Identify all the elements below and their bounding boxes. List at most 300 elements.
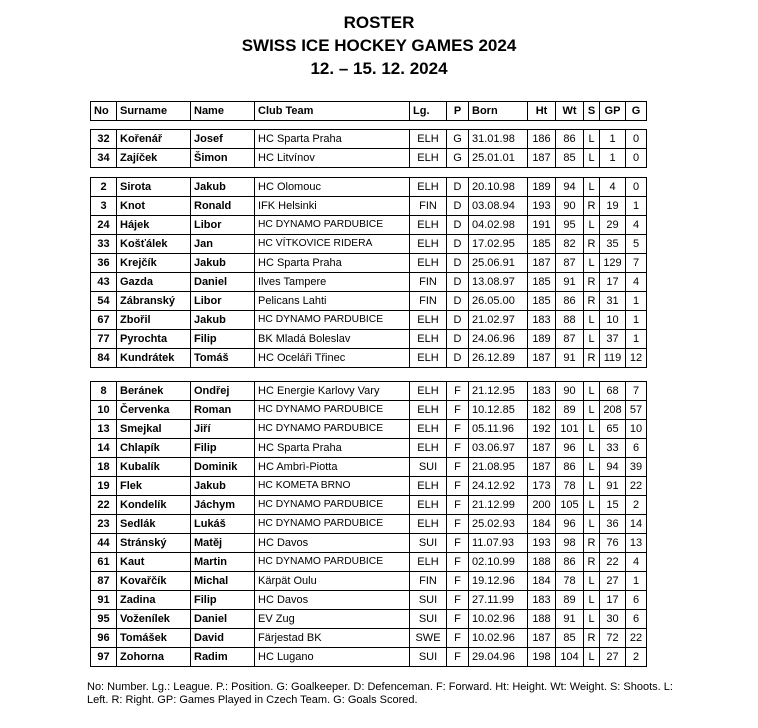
cell-surname: Kaut [117, 553, 191, 572]
cell-name: Lukáš [191, 515, 255, 534]
cell-position: F [447, 610, 469, 629]
cell-club: BK Mladá Boleslav [255, 330, 410, 349]
player-row [91, 401, 647, 420]
cell-club: HC DYNAMO PARDUBICE [255, 401, 410, 420]
col-header-shoots: S [584, 102, 600, 121]
cell-league: FIN [410, 572, 447, 591]
cell-gp: 1 [600, 130, 626, 149]
cell-league: FIN [410, 273, 447, 292]
cell-goals: 0 [626, 149, 647, 168]
cell-weight: 104 [556, 648, 584, 667]
cell-surname: Beránek [117, 382, 191, 401]
cell-name: Libor [191, 216, 255, 235]
cell-surname: Zajíček [117, 149, 191, 168]
cell-height: 189 [528, 330, 556, 349]
cell-club: Pelicans Lahti [255, 292, 410, 311]
cell-born: 17.02.95 [469, 235, 528, 254]
cell-born: 25.01.01 [469, 149, 528, 168]
player-row [91, 534, 647, 553]
cell-position: F [447, 553, 469, 572]
cell-born: 21.12.95 [469, 382, 528, 401]
cell-shoots: L [584, 178, 600, 197]
cell-league: SWE [410, 629, 447, 648]
event-dates: 12. – 15. 12. 2024 [310, 59, 448, 78]
cell-height: 186 [528, 130, 556, 149]
cell-position: F [447, 401, 469, 420]
cell-number: 8 [91, 382, 117, 401]
cell-gp: 27 [600, 648, 626, 667]
forwards-table [90, 381, 647, 667]
cell-surname: Sedlák [117, 515, 191, 534]
cell-born: 21.12.99 [469, 496, 528, 515]
cell-name: Libor [191, 292, 255, 311]
cell-goals: 2 [626, 648, 647, 667]
cell-number: 10 [91, 401, 117, 420]
cell-surname: Zábranský [117, 292, 191, 311]
cell-height: 200 [528, 496, 556, 515]
cell-club: Ilves Tampere [255, 273, 410, 292]
cell-goals: 0 [626, 130, 647, 149]
cell-gp: 208 [600, 401, 626, 420]
cell-number: 14 [91, 439, 117, 458]
cell-name: Filip [191, 330, 255, 349]
cell-surname: Kovařčík [117, 572, 191, 591]
cell-name: Matěj [191, 534, 255, 553]
cell-number: 54 [91, 292, 117, 311]
player-row [91, 149, 647, 168]
cell-number: 24 [91, 216, 117, 235]
player-row [91, 477, 647, 496]
cell-position: D [447, 311, 469, 330]
cell-goals: 13 [626, 534, 647, 553]
player-row [91, 330, 647, 349]
cell-surname: Kořenář [117, 130, 191, 149]
cell-league: ELH [410, 477, 447, 496]
cell-club: HC DYNAMO PARDUBICE [255, 553, 410, 572]
col-header-name: Name [191, 102, 255, 121]
cell-league: ELH [410, 439, 447, 458]
event-title: SWISS ICE HOCKEY GAMES 2024 [241, 36, 517, 55]
cell-height: 185 [528, 235, 556, 254]
col-header-position: P [447, 102, 469, 121]
cell-position: F [447, 477, 469, 496]
cell-weight: 86 [556, 130, 584, 149]
cell-gp: 76 [600, 534, 626, 553]
roster-title: ROSTER [343, 13, 415, 32]
cell-born: 03.06.97 [469, 439, 528, 458]
cell-born: 20.10.98 [469, 178, 528, 197]
cell-height: 182 [528, 401, 556, 420]
cell-height: 187 [528, 149, 556, 168]
cell-goals: 2 [626, 496, 647, 515]
cell-goals: 1 [626, 572, 647, 591]
cell-goals: 1 [626, 311, 647, 330]
cell-height: 193 [528, 534, 556, 553]
cell-surname: Chlapík [117, 439, 191, 458]
cell-gp: 119 [600, 349, 626, 368]
cell-number: 96 [91, 629, 117, 648]
cell-position: F [447, 572, 469, 591]
cell-weight: 91 [556, 273, 584, 292]
cell-club: IFK Helsinki [255, 197, 410, 216]
cell-name: Filip [191, 439, 255, 458]
cell-weight: 86 [556, 553, 584, 572]
cell-league: ELH [410, 330, 447, 349]
cell-goals: 1 [626, 330, 647, 349]
cell-surname: Hájek [117, 216, 191, 235]
cell-height: 188 [528, 553, 556, 572]
cell-gp: 33 [600, 439, 626, 458]
player-row [91, 197, 647, 216]
cell-shoots: R [584, 534, 600, 553]
cell-goals: 14 [626, 515, 647, 534]
cell-height: 188 [528, 610, 556, 629]
cell-league: ELH [410, 553, 447, 572]
cell-league: ELH [410, 178, 447, 197]
player-row [91, 553, 647, 572]
cell-number: 84 [91, 349, 117, 368]
cell-position: F [447, 534, 469, 553]
cell-gp: 68 [600, 382, 626, 401]
cell-goals: 39 [626, 458, 647, 477]
cell-club: HC Sparta Praha [255, 439, 410, 458]
cell-goals: 5 [626, 235, 647, 254]
cell-shoots: L [584, 130, 600, 149]
cell-shoots: L [584, 330, 600, 349]
roster-header-table [90, 101, 647, 121]
cell-weight: 85 [556, 149, 584, 168]
cell-born: 02.10.99 [469, 553, 528, 572]
cell-gp: 94 [600, 458, 626, 477]
cell-number: 23 [91, 515, 117, 534]
cell-surname: Gazda [117, 273, 191, 292]
cell-weight: 89 [556, 591, 584, 610]
cell-position: F [447, 439, 469, 458]
cell-league: ELH [410, 235, 447, 254]
cell-club: HC DYNAMO PARDUBICE [255, 515, 410, 534]
cell-height: 187 [528, 349, 556, 368]
cell-name: Josef [191, 130, 255, 149]
defencemen-table [90, 177, 647, 368]
cell-born: 25.06.91 [469, 254, 528, 273]
cell-surname: Kondelík [117, 496, 191, 515]
cell-born: 10.12.85 [469, 401, 528, 420]
player-row [91, 273, 647, 292]
cell-weight: 91 [556, 610, 584, 629]
col-header-height: Ht [528, 102, 556, 121]
cell-gp: 27 [600, 572, 626, 591]
cell-shoots: L [584, 216, 600, 235]
cell-weight: 98 [556, 534, 584, 553]
cell-number: 97 [91, 648, 117, 667]
cell-name: Martin [191, 553, 255, 572]
col-header-gp: GP [600, 102, 626, 121]
cell-gp: 4 [600, 178, 626, 197]
cell-surname: Pyrochta [117, 330, 191, 349]
cell-surname: Zohorna [117, 648, 191, 667]
cell-number: 33 [91, 235, 117, 254]
cell-league: SUI [410, 534, 447, 553]
cell-shoots: R [584, 235, 600, 254]
cell-goals: 12 [626, 349, 647, 368]
cell-number: 22 [91, 496, 117, 515]
cell-position: F [447, 496, 469, 515]
cell-height: 189 [528, 178, 556, 197]
cell-shoots: L [584, 439, 600, 458]
cell-gp: 91 [600, 477, 626, 496]
cell-height: 187 [528, 254, 556, 273]
cell-weight: 95 [556, 216, 584, 235]
col-header-no: No [91, 102, 117, 121]
cell-surname: Zadina [117, 591, 191, 610]
player-row [91, 292, 647, 311]
cell-number: 77 [91, 330, 117, 349]
cell-league: ELH [410, 496, 447, 515]
cell-club: HC Energie Karlovy Vary [255, 382, 410, 401]
cell-weight: 82 [556, 235, 584, 254]
cell-surname: Košťálek [117, 235, 191, 254]
cell-goals: 57 [626, 401, 647, 420]
player-row [91, 610, 647, 629]
cell-height: 192 [528, 420, 556, 439]
cell-shoots: L [584, 591, 600, 610]
cell-gp: 65 [600, 420, 626, 439]
cell-surname: Zbořil [117, 311, 191, 330]
cell-name: Filip [191, 591, 255, 610]
cell-shoots: L [584, 648, 600, 667]
cell-league: ELH [410, 382, 447, 401]
cell-name: Jakub [191, 311, 255, 330]
cell-position: D [447, 349, 469, 368]
cell-height: 198 [528, 648, 556, 667]
cell-weight: 87 [556, 330, 584, 349]
cell-born: 21.02.97 [469, 311, 528, 330]
cell-league: ELH [410, 130, 447, 149]
cell-surname: Voženílek [117, 610, 191, 629]
cell-name: Tomáš [191, 349, 255, 368]
legend-footnote: No: Number. Lg.: League. P.: Position. G: Goalkeeper. D: Defenceman. F: Forward. Ht: Height. Wt: Weight. S: Shoots. L: Left. R: Right. GP: Games Played in Czech Team. G: Goals Scored. [87, 681, 673, 706]
cell-league: SUI [410, 648, 447, 667]
player-row [91, 439, 647, 458]
cell-shoots: L [584, 254, 600, 273]
player-row [91, 235, 647, 254]
cell-goals: 7 [626, 382, 647, 401]
cell-born: 26.05.00 [469, 292, 528, 311]
cell-name: Daniel [191, 610, 255, 629]
cell-shoots: L [584, 610, 600, 629]
cell-shoots: L [584, 149, 600, 168]
cell-number: 3 [91, 197, 117, 216]
cell-surname: Tomášek [117, 629, 191, 648]
cell-born: 27.11.99 [469, 591, 528, 610]
player-row [91, 648, 647, 667]
cell-club: HC Olomouc [255, 178, 410, 197]
cell-shoots: R [584, 292, 600, 311]
cell-height: 193 [528, 197, 556, 216]
cell-height: 187 [528, 629, 556, 648]
cell-gp: 37 [600, 330, 626, 349]
cell-shoots: L [584, 572, 600, 591]
cell-surname: Knot [117, 197, 191, 216]
cell-position: D [447, 178, 469, 197]
cell-league: ELH [410, 401, 447, 420]
cell-position: D [447, 330, 469, 349]
cell-number: 2 [91, 178, 117, 197]
cell-weight: 96 [556, 515, 584, 534]
cell-weight: 78 [556, 572, 584, 591]
cell-league: ELH [410, 254, 447, 273]
player-row [91, 458, 647, 477]
cell-club: HC Lugano [255, 648, 410, 667]
player-row [91, 311, 647, 330]
cell-name: Michal [191, 572, 255, 591]
cell-goals: 22 [626, 629, 647, 648]
cell-height: 185 [528, 292, 556, 311]
cell-name: Ondřej [191, 382, 255, 401]
cell-born: 04.02.98 [469, 216, 528, 235]
cell-shoots: L [584, 515, 600, 534]
player-row [91, 420, 647, 439]
cell-league: ELH [410, 311, 447, 330]
cell-club: HC DYNAMO PARDUBICE [255, 216, 410, 235]
cell-surname: Sirota [117, 178, 191, 197]
cell-name: Šimon [191, 149, 255, 168]
cell-league: SUI [410, 591, 447, 610]
cell-position: F [447, 591, 469, 610]
cell-weight: 86 [556, 292, 584, 311]
cell-position: F [447, 382, 469, 401]
player-row [91, 496, 647, 515]
cell-gp: 35 [600, 235, 626, 254]
cell-position: F [447, 515, 469, 534]
cell-club: HC KOMETA BRNO [255, 477, 410, 496]
cell-club: HC DYNAMO PARDUBICE [255, 420, 410, 439]
cell-number: 34 [91, 149, 117, 168]
cell-weight: 96 [556, 439, 584, 458]
cell-club: HC Litvínov [255, 149, 410, 168]
cell-weight: 88 [556, 311, 584, 330]
cell-weight: 94 [556, 178, 584, 197]
cell-gp: 30 [600, 610, 626, 629]
cell-position: D [447, 273, 469, 292]
cell-weight: 86 [556, 458, 584, 477]
col-header-born: Born [469, 102, 528, 121]
cell-born: 25.02.93 [469, 515, 528, 534]
cell-weight: 91 [556, 349, 584, 368]
cell-shoots: L [584, 382, 600, 401]
cell-shoots: L [584, 477, 600, 496]
cell-club: HC DYNAMO PARDUBICE [255, 311, 410, 330]
cell-born: 24.06.96 [469, 330, 528, 349]
cell-surname: Kubalík [117, 458, 191, 477]
cell-position: F [447, 648, 469, 667]
cell-position: D [447, 254, 469, 273]
cell-number: 13 [91, 420, 117, 439]
col-header-weight: Wt [556, 102, 584, 121]
cell-number: 67 [91, 311, 117, 330]
cell-shoots: R [584, 553, 600, 572]
cell-position: D [447, 292, 469, 311]
cell-league: FIN [410, 197, 447, 216]
cell-born: 29.04.96 [469, 648, 528, 667]
cell-gp: 72 [600, 629, 626, 648]
cell-height: 191 [528, 216, 556, 235]
cell-born: 03.08.94 [469, 197, 528, 216]
cell-height: 184 [528, 572, 556, 591]
player-row [91, 515, 647, 534]
player-row [91, 572, 647, 591]
cell-goals: 1 [626, 197, 647, 216]
cell-shoots: L [584, 311, 600, 330]
cell-shoots: R [584, 197, 600, 216]
cell-goals: 0 [626, 178, 647, 197]
cell-position: D [447, 216, 469, 235]
cell-gp: 17 [600, 273, 626, 292]
cell-surname: Flek [117, 477, 191, 496]
player-row [91, 629, 647, 648]
col-header-goals: G [626, 102, 647, 121]
cell-number: 95 [91, 610, 117, 629]
cell-league: SUI [410, 610, 447, 629]
cell-league: ELH [410, 349, 447, 368]
cell-gp: 22 [600, 553, 626, 572]
cell-height: 185 [528, 273, 556, 292]
cell-club: HC Sparta Praha [255, 254, 410, 273]
cell-league: ELH [410, 149, 447, 168]
header-row [91, 102, 647, 121]
cell-club: Kärpät Oulu [255, 572, 410, 591]
cell-league: ELH [410, 420, 447, 439]
cell-surname: Kundrátek [117, 349, 191, 368]
cell-number: 36 [91, 254, 117, 273]
cell-weight: 78 [556, 477, 584, 496]
cell-number: 44 [91, 534, 117, 553]
cell-height: 187 [528, 439, 556, 458]
cell-club: HC Oceláři Třinec [255, 349, 410, 368]
cell-gp: 29 [600, 216, 626, 235]
cell-league: SUI [410, 458, 447, 477]
cell-league: ELH [410, 216, 447, 235]
cell-born: 31.01.98 [469, 130, 528, 149]
cell-gp: 15 [600, 496, 626, 515]
cell-born: 26.12.89 [469, 349, 528, 368]
cell-name: Jakub [191, 254, 255, 273]
cell-goals: 10 [626, 420, 647, 439]
cell-name: Jakub [191, 178, 255, 197]
cell-name: Jan [191, 235, 255, 254]
cell-surname: Smejkal [117, 420, 191, 439]
cell-born: 19.12.96 [469, 572, 528, 591]
cell-position: F [447, 420, 469, 439]
cell-shoots: R [584, 273, 600, 292]
cell-height: 183 [528, 311, 556, 330]
cell-surname: Červenka [117, 401, 191, 420]
cell-position: F [447, 458, 469, 477]
cell-number: 19 [91, 477, 117, 496]
cell-goals: 6 [626, 439, 647, 458]
cell-name: Jáchym [191, 496, 255, 515]
cell-number: 91 [91, 591, 117, 610]
cell-number: 18 [91, 458, 117, 477]
cell-goals: 6 [626, 591, 647, 610]
cell-goals: 4 [626, 216, 647, 235]
cell-weight: 90 [556, 197, 584, 216]
cell-gp: 31 [600, 292, 626, 311]
cell-number: 87 [91, 572, 117, 591]
cell-goals: 7 [626, 254, 647, 273]
cell-league: ELH [410, 515, 447, 534]
cell-name: Jakub [191, 477, 255, 496]
